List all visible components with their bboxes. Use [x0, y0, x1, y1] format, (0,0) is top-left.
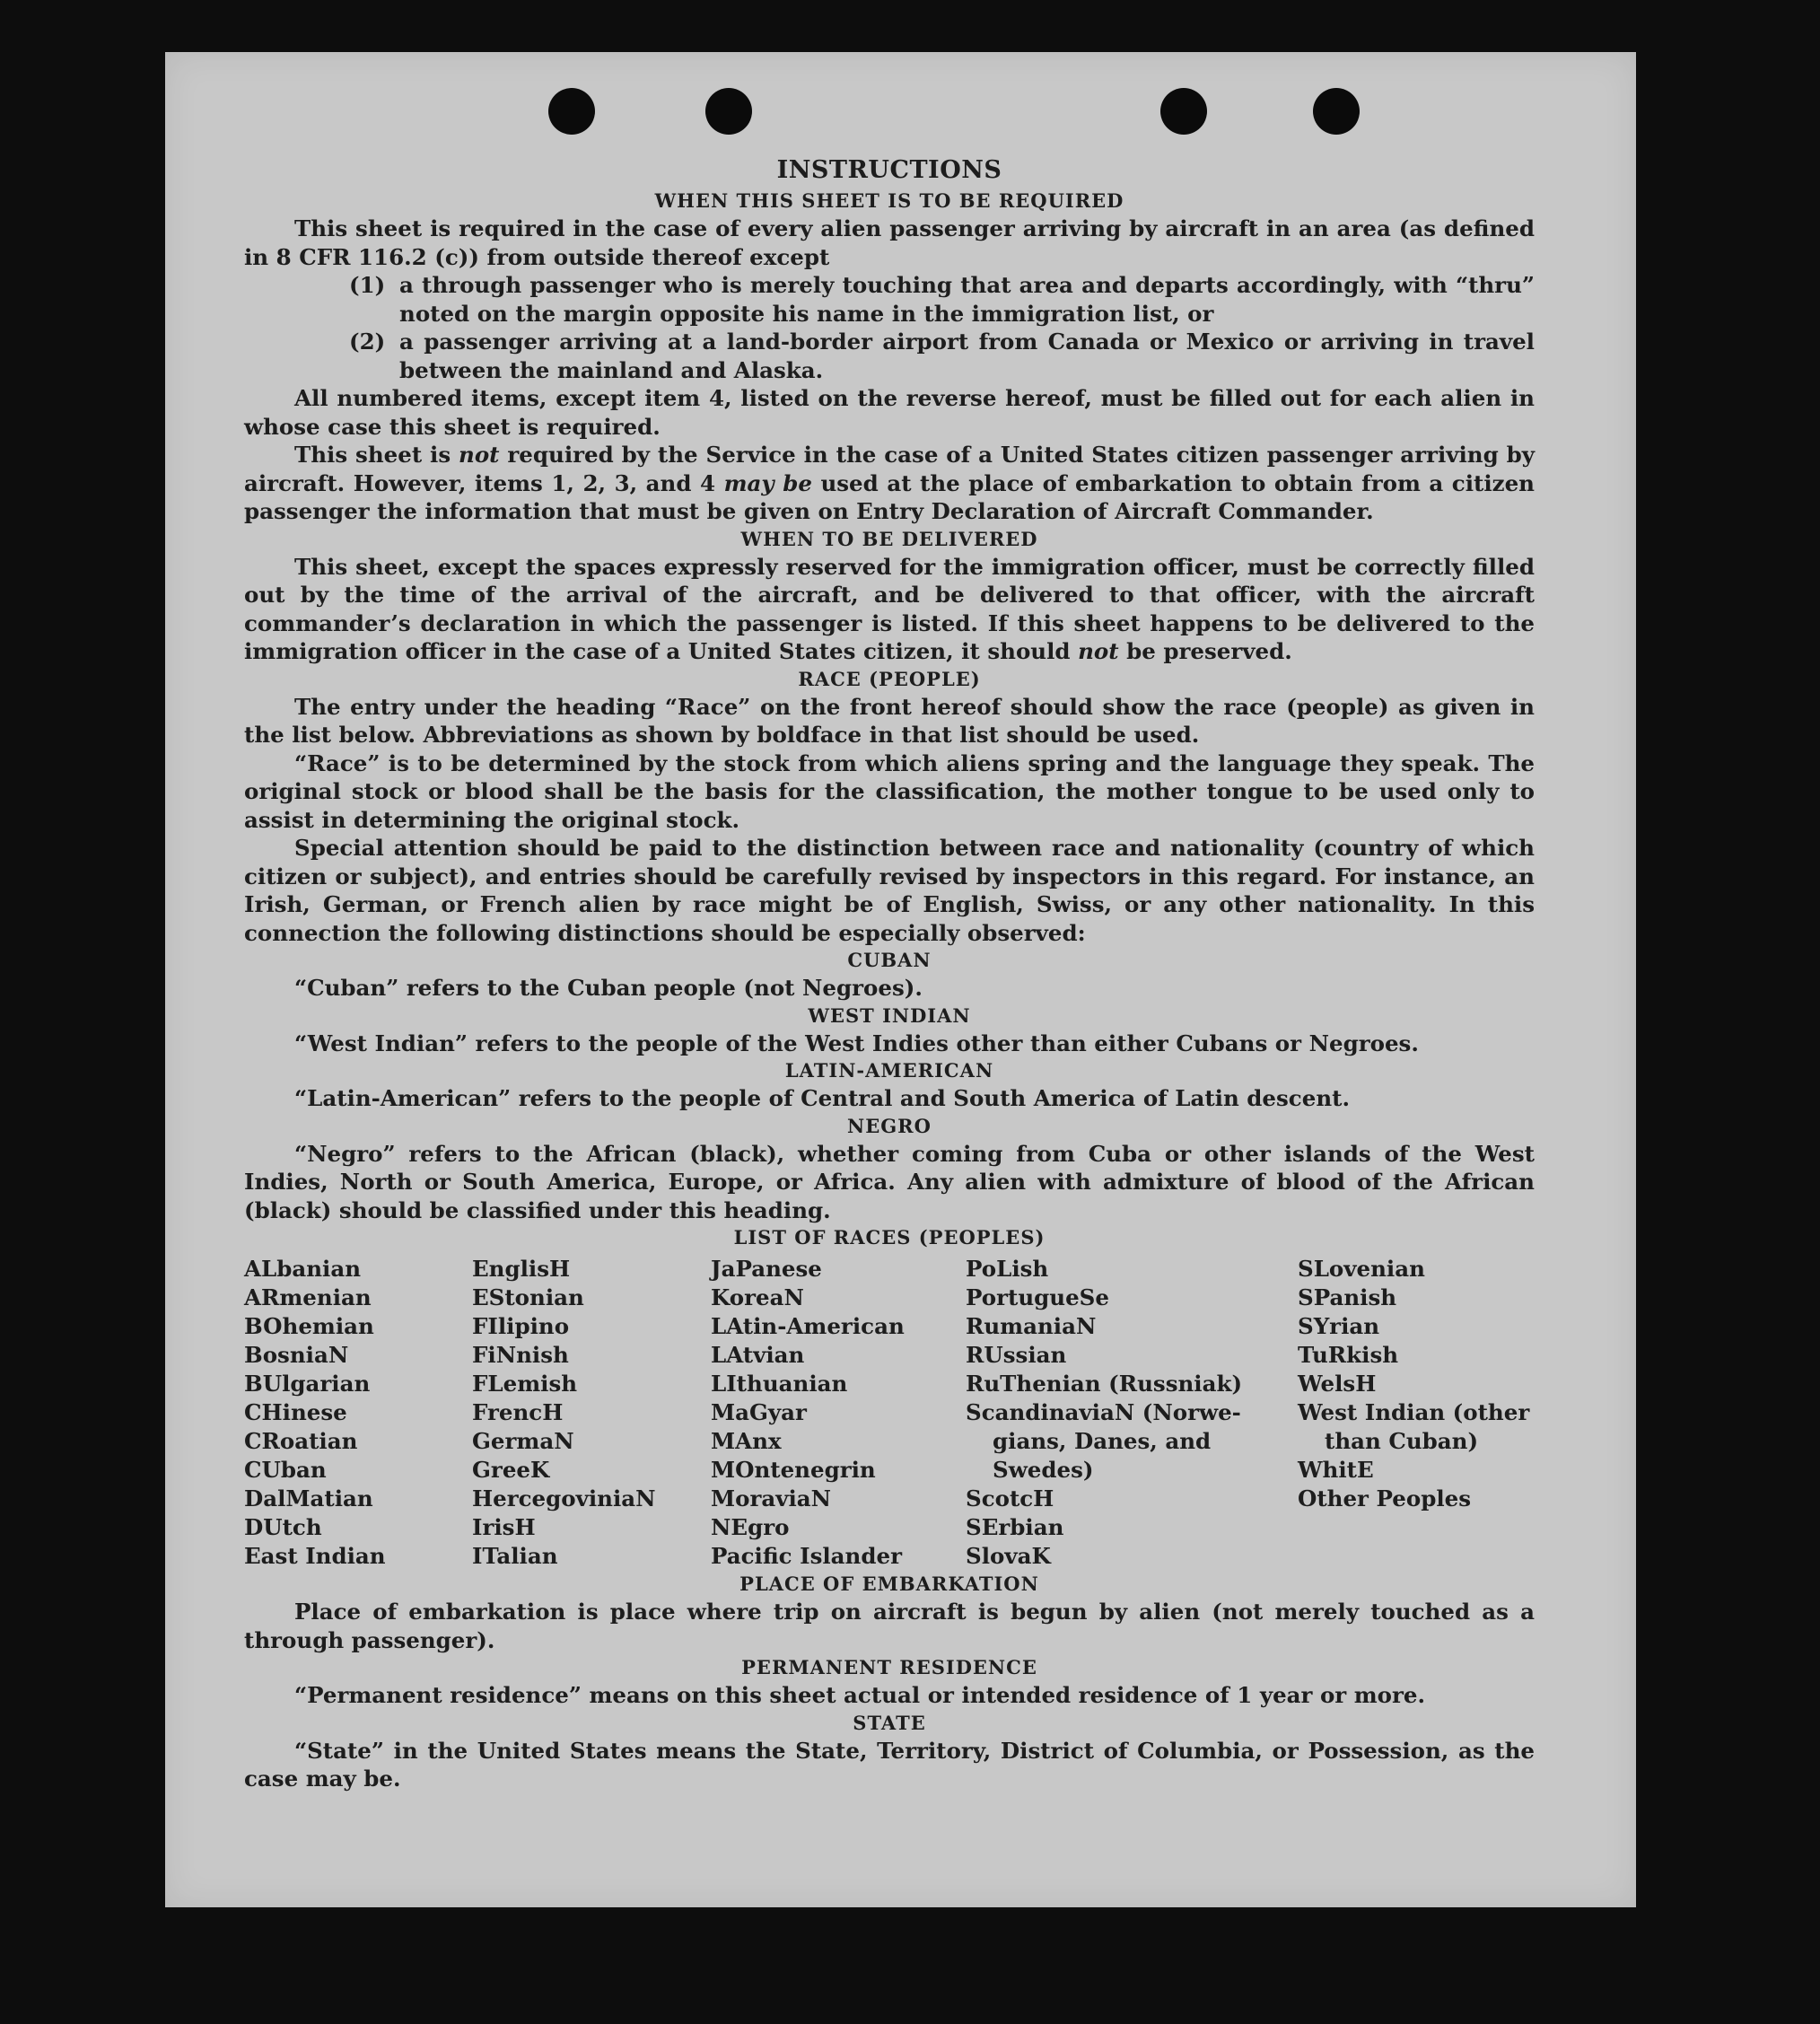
paragraph: “Race” is to be determined by the stock from which aliens spring and the language they speak. The original stock or blood shall be the basis for the classification, the mother tongue to be used only to assist in determining the original stock.	[244, 749, 1535, 833]
paragraph: “West Indian” refers to the people of the West Indies other than either Cubans or Negroes.	[294, 1030, 1419, 1056]
paragraph: The entry under the heading “Race” on the front hereof should show the race (people) as given in the list below. Abbreviations as shown by boldface in that list should be used.	[244, 693, 1535, 748]
instructions-content	[244, 155, 1535, 1793]
list-item	[244, 328, 1535, 384]
race-entry: SlovaK	[966, 1543, 1051, 1569]
text-run: This sheet, except the spaces expressly reserved for the immigration officer, must be correctly filled out by the time of the arrival of the aircraft, and be delivered to that officer, with the aircraft commander’s declaration in which the passenger is listed. If this sheet happens to be delivered to the immigration officer in the case of a United States citizen, it should	[244, 553, 1535, 664]
punch-hole	[1160, 88, 1207, 135]
paragraph: Place of embarkation is place where trip on aircraft is begun by alien (not merely touched as a through passenger).	[244, 1599, 1535, 1653]
race-entry: ITalian	[472, 1543, 558, 1569]
race-entry: WelsH	[1298, 1371, 1377, 1397]
race-column	[244, 1255, 472, 1571]
item-text: a through passenger who is merely touching that area and departs accordingly, with “thru” noted on the margin opposite his name in the immigration list, or	[399, 272, 1535, 327]
item-text: a passenger arriving at a land-border airport from Canada or Mexico or arriving in travel between the mainland and Alaska.	[399, 329, 1535, 383]
race-entry: EnglisH	[472, 1256, 571, 1282]
race-entry: FLemish	[472, 1371, 578, 1397]
race-entry: KoreaN	[711, 1284, 804, 1310]
race-entry: SErbian	[966, 1514, 1064, 1540]
section-heading: CUBAN	[847, 949, 932, 971]
race-entry: TuRkish	[1298, 1342, 1399, 1368]
race-entry: MAnx	[711, 1428, 782, 1454]
paragraph: All numbered items, except item 4, listed on the reverse hereof, must be filled out for each alien in whose case this sheet is required.	[244, 385, 1535, 440]
race-entry: BOhemian	[244, 1313, 374, 1339]
emphasis: not	[459, 442, 500, 468]
race-entry: BosniaN	[244, 1342, 349, 1368]
race-entry: RumaniaN	[966, 1313, 1097, 1339]
paragraph: “Permanent residence” means on this sheet actual or intended residence of 1 year or more.	[294, 1682, 1426, 1708]
paragraph: Special attention should be paid to the distinction between race and nationality (country of which citizen or subject), and entries should be carefully revised by inspectors in this regard. For instance, an Irish, German, or French alien by race might be of English, Swiss, or any other nationality. In this connection the following distinctions should be especially observed:	[244, 835, 1535, 946]
race-entry: LAtvian	[711, 1342, 805, 1368]
race-entry: CHinese	[244, 1399, 347, 1425]
race-entry: SPanish	[1298, 1284, 1397, 1310]
item-number: (2)	[349, 329, 386, 355]
race-entry: ARmenian	[244, 1284, 372, 1310]
paragraph: “Latin-American” refers to the people of Central and South America of Latin descent.	[294, 1085, 1350, 1111]
race-entry: Pacific Islander	[711, 1543, 902, 1569]
race-entry: MoraviaN	[711, 1485, 832, 1511]
race-entry: ScotcH	[966, 1485, 1054, 1511]
race-column	[966, 1255, 1298, 1571]
race-entry: LIthuanian	[711, 1371, 848, 1397]
race-entry: HercegoviniaN	[472, 1485, 656, 1511]
race-entry: IrisH	[472, 1514, 536, 1540]
race-entry: PoLish	[966, 1256, 1049, 1282]
paragraph	[244, 553, 1535, 666]
text-run: used at the place of embarkation to obtain from a citizen passenger the information that must be given on Entry Declaration of Aircraft Commander.	[244, 469, 1535, 524]
race-entry: CRoatian	[244, 1428, 358, 1454]
text-run: This sheet is	[294, 442, 459, 468]
race-entry: FrencH	[472, 1399, 564, 1425]
race-entry: Swedes)	[993, 1457, 1094, 1483]
document-sheet	[165, 52, 1636, 1907]
paragraph: “Negro” refers to the African (black), whether coming from Cuba or other islands of the West Indies, North or South America, Europe, or Africa. Any alien with admixture of blood of the African (black) should be classified under this heading.	[244, 1140, 1535, 1223]
race-entry: gians, Danes, and	[993, 1428, 1212, 1454]
race-entry: JaPanese	[711, 1256, 822, 1282]
paragraph	[244, 441, 1535, 526]
race-entry: DUtch	[244, 1514, 322, 1540]
race-entry: DalMatian	[244, 1485, 373, 1511]
text-run: required by the Service in the case of a United States citizen passenger arriving by aircraft. However, items 1, 2, 3, and 4	[244, 442, 1536, 496]
section-heading: STATE	[853, 1711, 926, 1734]
race-entry: FiNnish	[472, 1342, 569, 1368]
race-entry: RUssian	[966, 1342, 1067, 1368]
section-heading: WEST INDIAN	[808, 1003, 971, 1027]
section-heading: WHEN TO BE DELIVERED	[740, 527, 1038, 550]
race-list	[244, 1255, 1535, 1571]
item-number: (1)	[349, 272, 386, 298]
race-entry: ScandinaviaN (Norwe-	[966, 1399, 1241, 1425]
section-heading: LATIN-AMERICAN	[784, 1059, 994, 1082]
page-title: INSTRUCTIONS	[776, 156, 1002, 184]
race-entry: MOntenegrin	[711, 1457, 876, 1483]
section-heading: RACE (PEOPLE)	[798, 667, 981, 690]
emphasis: may be	[723, 469, 812, 496]
race-column	[1298, 1255, 1535, 1571]
race-entry: than Cuban)	[1325, 1428, 1479, 1454]
race-entry: NEgro	[711, 1514, 790, 1540]
race-entry: SLovenian	[1298, 1256, 1425, 1282]
section-heading: PLACE OF EMBARKATION	[739, 1573, 1039, 1595]
race-entry: CUban	[244, 1457, 327, 1483]
section-heading: LIST OF RACES (PEOPLES)	[733, 1226, 1046, 1249]
race-entry: Other Peoples	[1298, 1485, 1472, 1511]
section-heading: WHEN THIS SHEET IS TO BE REQUIRED	[654, 189, 1124, 212]
race-entry: SYrian	[1298, 1313, 1380, 1339]
race-entry: East Indian	[244, 1543, 386, 1569]
punch-hole	[1313, 88, 1360, 135]
race-entry: EStonian	[472, 1284, 584, 1310]
punch-hole	[705, 88, 752, 135]
paragraph: This sheet is required in the case of every alien passenger arriving by aircraft in an area (as defined in 8 CFR 116.2 (c)) from outside thereof except	[244, 215, 1535, 270]
list-item	[244, 271, 1535, 328]
section-heading: PERMANENT RESIDENCE	[741, 1656, 1037, 1678]
emphasis: not	[1078, 638, 1119, 664]
text-run: be preserved.	[1118, 638, 1292, 664]
race-entry: GermaN	[472, 1428, 574, 1454]
race-entry: MaGyar	[711, 1399, 807, 1425]
race-entry: PortugueSe	[966, 1284, 1109, 1310]
race-entry: RuThenian (Russniak)	[966, 1371, 1243, 1397]
race-column	[472, 1255, 711, 1571]
race-entry: West Indian (other	[1298, 1399, 1530, 1425]
race-entry: LAtin-American	[711, 1313, 905, 1339]
race-entry: WhitE	[1298, 1457, 1374, 1483]
race-column	[711, 1255, 966, 1571]
race-entry: ALbanian	[244, 1256, 362, 1282]
paragraph: “Cuban” refers to the Cuban people (not Negroes).	[294, 975, 923, 1001]
section-heading: NEGRO	[847, 1114, 932, 1137]
race-entry: GreeK	[472, 1457, 550, 1483]
race-entry: BUlgarian	[244, 1371, 371, 1397]
punch-hole	[548, 88, 595, 135]
race-entry: FIlipino	[472, 1313, 570, 1339]
paragraph: “State” in the United States means the State, Territory, District of Columbia, or Possession, as the case may be.	[244, 1737, 1535, 1792]
